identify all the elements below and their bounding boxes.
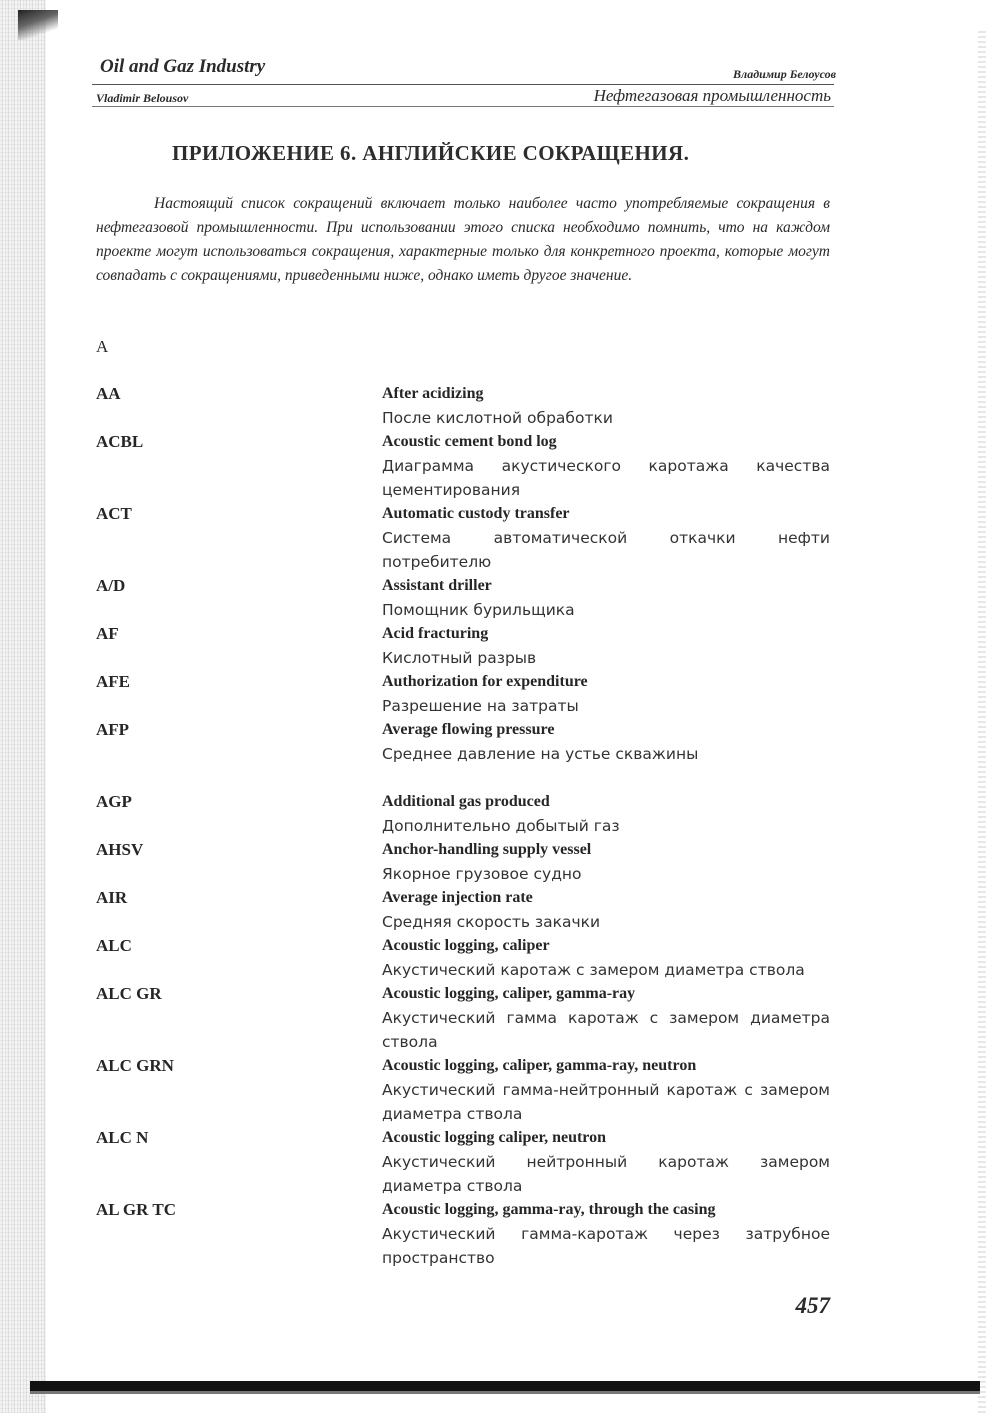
- definition: [382, 382, 830, 430]
- definition-ru: Кислотный разрыв: [382, 649, 537, 667]
- scan-corner-mark: [18, 10, 58, 40]
- abbreviation: AFP: [96, 720, 130, 739]
- definition-en: Anchor-handling supply vessel: [382, 841, 592, 858]
- definition: [382, 1126, 830, 1198]
- list-item: [96, 934, 830, 982]
- definition-en: Acoustic cement bond log: [382, 433, 557, 450]
- list-item: [96, 430, 830, 502]
- definition-ru: Система автоматической откачки нефти потребителю: [382, 529, 830, 571]
- section-letter: A: [96, 337, 109, 356]
- abbreviation: AL GR TC: [96, 1200, 176, 1219]
- definition: [382, 670, 830, 718]
- list-item: [96, 574, 830, 622]
- definition: [382, 934, 830, 982]
- definition-en: Additional gas produced: [382, 793, 550, 810]
- definition: [382, 1054, 830, 1126]
- definition: [382, 430, 830, 502]
- definition-en: Acid fracturing: [382, 625, 489, 642]
- list-item: [96, 886, 830, 934]
- definition: [382, 1198, 830, 1270]
- page-title: ПРИЛОЖЕНИЕ 6. АНГЛИЙСКИЕ СОКРАЩЕНИЯ.: [172, 141, 690, 165]
- header-author-en: Vladimir Belousov: [96, 91, 189, 105]
- list-item: [96, 670, 830, 718]
- list-item: [96, 718, 830, 766]
- abbreviation: AA: [96, 384, 121, 403]
- abbreviation: AF: [96, 624, 119, 643]
- definition-en: Acoustic logging, caliper: [382, 937, 550, 954]
- header-rule-bottom: [92, 106, 834, 107]
- definition: [382, 982, 830, 1054]
- definition-ru: Якорное грузовое судно: [382, 865, 582, 883]
- abbreviation: ALC: [96, 936, 132, 955]
- definition-en: Acoustic logging, caliper, gamma-ray: [382, 985, 636, 1002]
- definition-ru: Среднее давление на устье скважины: [382, 745, 699, 763]
- definition: [382, 574, 830, 622]
- definition-ru: После кислотной обработки: [382, 409, 613, 427]
- abbreviation: ACT: [96, 504, 132, 523]
- list-item: [96, 502, 830, 574]
- definition: [382, 718, 830, 766]
- abbreviation: ALC N: [96, 1128, 149, 1147]
- definition-ru: Акустический гамма-нейтронный каротаж с замером диаметра ствола: [382, 1081, 830, 1123]
- definition-ru: Акустический гамма каротаж с замером диаметра ствола: [382, 1009, 830, 1051]
- definition-ru: Дополнительно добытый газ: [382, 817, 620, 835]
- list-item: [96, 1126, 830, 1198]
- abbreviation: ALC GR: [96, 984, 162, 1003]
- scan-edge-left: [0, 0, 46, 1413]
- abbreviation: AFE: [96, 672, 130, 691]
- definition-en: Average injection rate: [382, 889, 533, 906]
- definition: [382, 502, 830, 574]
- definition-en: Automatic custody transfer: [382, 505, 570, 522]
- header-book-title-en: Oil and Gaz Industry: [100, 56, 266, 77]
- intro-paragraph: Настоящий список сокращений включает только наиболее часто употребляемые сокращения в нефтегазовой промышленности. При использовании этого списка необходимо помнить, что на каждом проекте могут использоваться сокращения, характерные только для конкретного проекта, которые могут совпадать с сокращениями, приведенными ниже, однако иметь другое значение.: [96, 195, 830, 284]
- definition-en: Authorization for expenditure: [382, 673, 588, 690]
- definition-en: Assistant driller: [382, 577, 492, 594]
- definition: [382, 886, 830, 934]
- list-item: [96, 982, 830, 1054]
- scan-edge-right: [978, 30, 986, 1413]
- definition-ru: Акустический каротаж с замером диаметра ствола: [382, 961, 805, 979]
- header-rule: [92, 84, 834, 85]
- abbreviation: AHSV: [96, 840, 144, 859]
- abbreviation-list: [96, 382, 830, 1270]
- scan-bottom-shadow: [30, 1391, 980, 1394]
- list-item: [96, 1198, 830, 1270]
- definition-ru: Средняя скорость закачки: [382, 913, 601, 931]
- header-book-title-ru: Нефтегазовая промышленность: [593, 86, 831, 105]
- definition: [382, 622, 830, 670]
- list-item: [96, 622, 830, 670]
- definition-ru: Помощник бурильщика: [382, 601, 575, 619]
- scan-bottom-border: [30, 1381, 980, 1391]
- definition: [382, 790, 830, 838]
- definition: [382, 838, 830, 886]
- abbreviation: ACBL: [96, 432, 144, 451]
- definition-ru: Диаграмма акустического каротажа качества цементирования: [382, 457, 830, 499]
- list-item: [96, 382, 830, 430]
- abbreviation: ALC GRN: [96, 1056, 174, 1075]
- list-item: [96, 1054, 830, 1126]
- definition-en: Acoustic logging, caliper, gamma-ray, neutron: [382, 1057, 697, 1074]
- header-author-ru: Владимир Белоусов: [733, 67, 836, 81]
- definition-en: After acidizing: [382, 385, 484, 402]
- definition-ru: Акустический нейтронный каротаж замером диаметра ствола: [382, 1153, 830, 1195]
- definition-ru: Акустический гамма-каротаж через затрубное пространство: [382, 1225, 830, 1267]
- definition-en: Average flowing pressure: [382, 721, 555, 738]
- definition-en: Acoustic logging, gamma-ray, through the casing: [382, 1201, 716, 1218]
- page-number: 457: [795, 1293, 830, 1318]
- abbreviation: AGP: [96, 792, 132, 811]
- abbreviation: AIR: [96, 888, 128, 907]
- definition-en: Acoustic logging caliper, neutron: [382, 1129, 607, 1146]
- list-item: [96, 790, 830, 838]
- list-item: [96, 838, 830, 886]
- definition-ru: Разрешение на затраты: [382, 697, 579, 715]
- abbreviation: A/D: [96, 576, 126, 595]
